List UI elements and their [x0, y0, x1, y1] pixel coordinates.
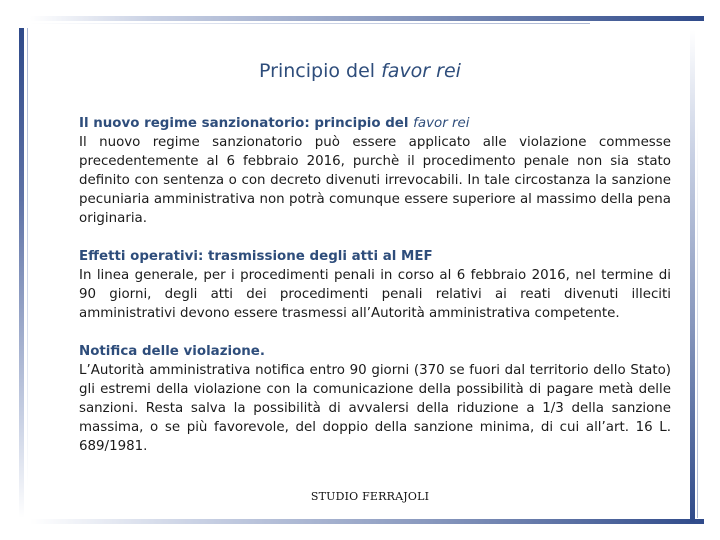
footer-studio-name: STUDIO FERRAJOLI: [310, 490, 430, 503]
section-heading: [79, 114, 671, 133]
top-decorative-line: [30, 23, 590, 24]
top-decorative-bar: [30, 16, 704, 21]
section-notifica: [79, 342, 671, 456]
section-favor-rei: [79, 114, 671, 228]
section-heading: Notifica delle violazione.: [79, 344, 265, 359]
left-decorative-line: [27, 28, 28, 488]
bottom-decorative-bar: [30, 519, 704, 524]
slide-title-main: Principio del: [259, 60, 376, 82]
slide-title: [0, 60, 720, 82]
section-heading-italic: favor rei: [413, 116, 470, 131]
section-body: Il nuovo regime sanzionatorio può essere applicato alle violazione commesse precedentemente al 6 febbraio 2016, purchè il procedimento penale non sia stato definito con sentenza o con decreto divenuti irrevocabili. In tale circostanza la sanzione pecuniaria amministrativa non potrà comunque essere superiore al massimo della pena originaria.: [79, 135, 671, 226]
right-decorative-bar: [690, 30, 695, 522]
section-heading-text: Il nuovo regime sanzionatorio: principio del: [79, 116, 409, 131]
slide-title-italic: favor rei: [381, 60, 461, 82]
section-effetti-operativi: [79, 247, 671, 323]
left-decorative-bar: [19, 28, 24, 518]
right-decorative-line: [697, 120, 698, 518]
section-heading: Effetti operativi: trasmissione degli atti al MEF: [79, 249, 433, 264]
section-body: In linea generale, per i procedimenti penali in corso al 6 febbraio 2016, nel termine di 90 giorni, degli atti dei procedimenti penali relativi ai reati divenuti illeciti amministrativi devono essere trasmessi all’Autorità amministrativa competente.: [79, 268, 671, 321]
slide-content: [79, 114, 671, 475]
section-body: L’Autorità amministrativa notifica entro 90 giorni (370 se fuori dal territorio dello Stato) gli estremi della violazione con la comunicazione della possibilità di pagare metà delle sanzioni. Resta salva la possibilità di avvalersi della riduzione a 1/3 della sanzione massima, o se più favorevole, del doppio della sanzione minima, di cui all’art. 16 L. 689/1981.: [79, 363, 671, 454]
